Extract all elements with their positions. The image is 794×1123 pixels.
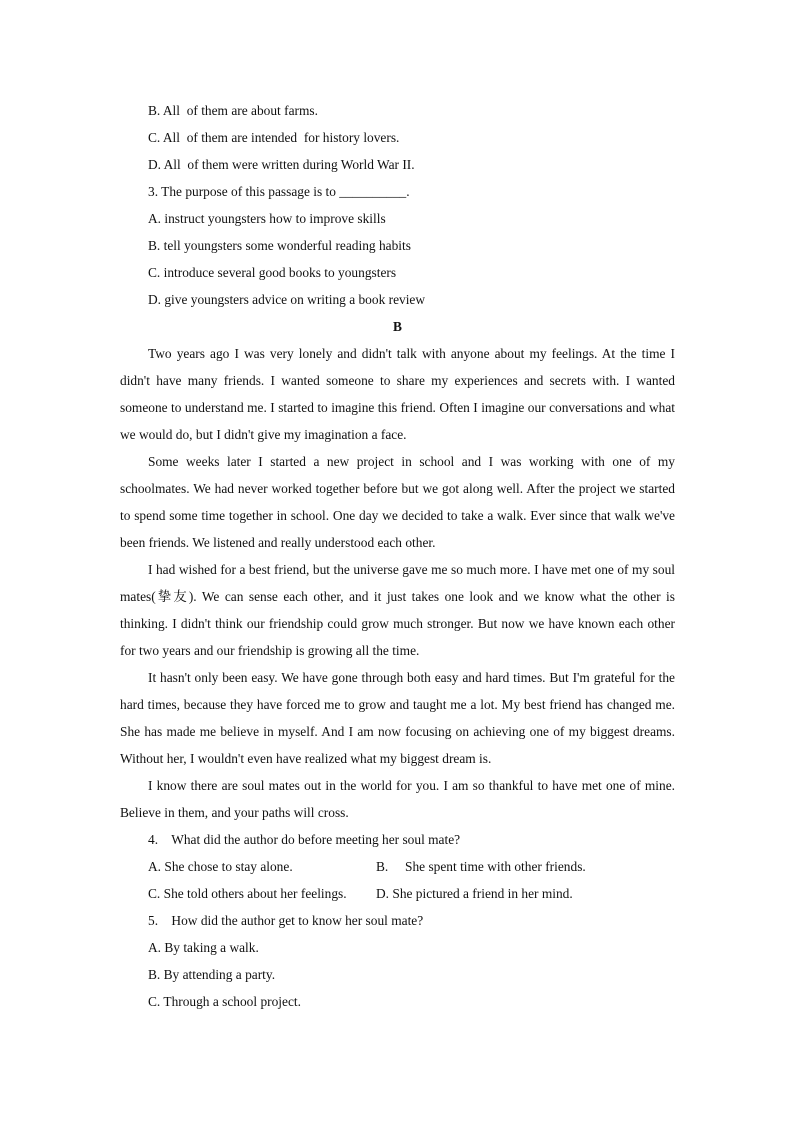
q4-option-b: B. She spent time with other friends. — [376, 859, 586, 874]
q4-option-d: D. She pictured a friend in her mind. — [376, 886, 573, 901]
passage-paragraph-5: I know there are soul mates out in the world for you. I am so thankful to have met one of mine. Believe in them, and your paths will cross. — [120, 778, 675, 820]
q3-question: 3. The purpose of this passage is to __________. — [148, 184, 410, 199]
q3-option-d: D. give youngsters advice on writing a book review — [148, 292, 426, 307]
q4-question: 4. What did the author do before meeting her soul mate? — [148, 832, 461, 847]
q4-option-c: C. She told others about her feelings. — [148, 886, 347, 901]
q2-option-d: D. All of them were written during World War II. — [148, 157, 415, 172]
q4-options-row-1 — [120, 853, 675, 880]
q3-option-a: A. instruct youngsters how to improve skills — [148, 211, 386, 226]
page-content — [120, 97, 675, 1015]
q5-option-b: B. By attending a party. — [148, 967, 276, 982]
passage-paragraph-1: Two years ago I was very lonely and didn't talk with anyone about my feelings. At the time I didn't have many friends. I wanted someone to share my experiences and secrets with. I wanted someone to understand me. I started to imagine this friend. Often I imagine our conversations and what we would do, but I didn't give my imagination a face. — [120, 346, 675, 442]
q2-option-b: B. All of them are about farms. — [148, 103, 318, 118]
passage-paragraph-3: I had wished for a best friend, but the universe gave me so much more. I have met one of my soul mates(挚友). We can sense each other, and it just takes one look and we know what the other is thinking. I didn't think our friendship could grow much stronger. But now we have known each other for two years and our friendship is growing all the time. — [120, 562, 675, 658]
q3-option-c: C. introduce several good books to youngsters — [148, 265, 397, 280]
q3-option-b: B. tell youngsters some wonderful reading habits — [148, 238, 411, 253]
passage-paragraph-4: It hasn't only been easy. We have gone through both easy and hard times. But I'm grateful for the hard times, because they have forced me to grow and taught me a lot. My best friend has changed me. She has made me believe in myself. And I am now focusing on achieving one of my biggest dreams. Without her, I wouldn't even have realized what my biggest dream is. — [120, 670, 675, 766]
section-title: B — [393, 319, 402, 334]
passage-paragraph-2: Some weeks later I started a new project in school and I was working with one of my schoolmates. We had never worked together before but we got along well. After the project we started to spend some time together in school. One day we decided to take a walk. Ever since that walk we've been friends. We listened and really understood each other. — [120, 454, 675, 550]
q4-option-a: A. She chose to stay alone. — [148, 859, 293, 874]
q4-options-row-2 — [120, 880, 675, 907]
q5-option-a: A. By taking a walk. — [148, 940, 259, 955]
q2-option-c: C. All of them are intended for history lovers. — [148, 130, 400, 145]
q5-question: 5. How did the author get to know her soul mate? — [148, 913, 424, 928]
q5-option-c: C. Through a school project. — [148, 994, 301, 1009]
